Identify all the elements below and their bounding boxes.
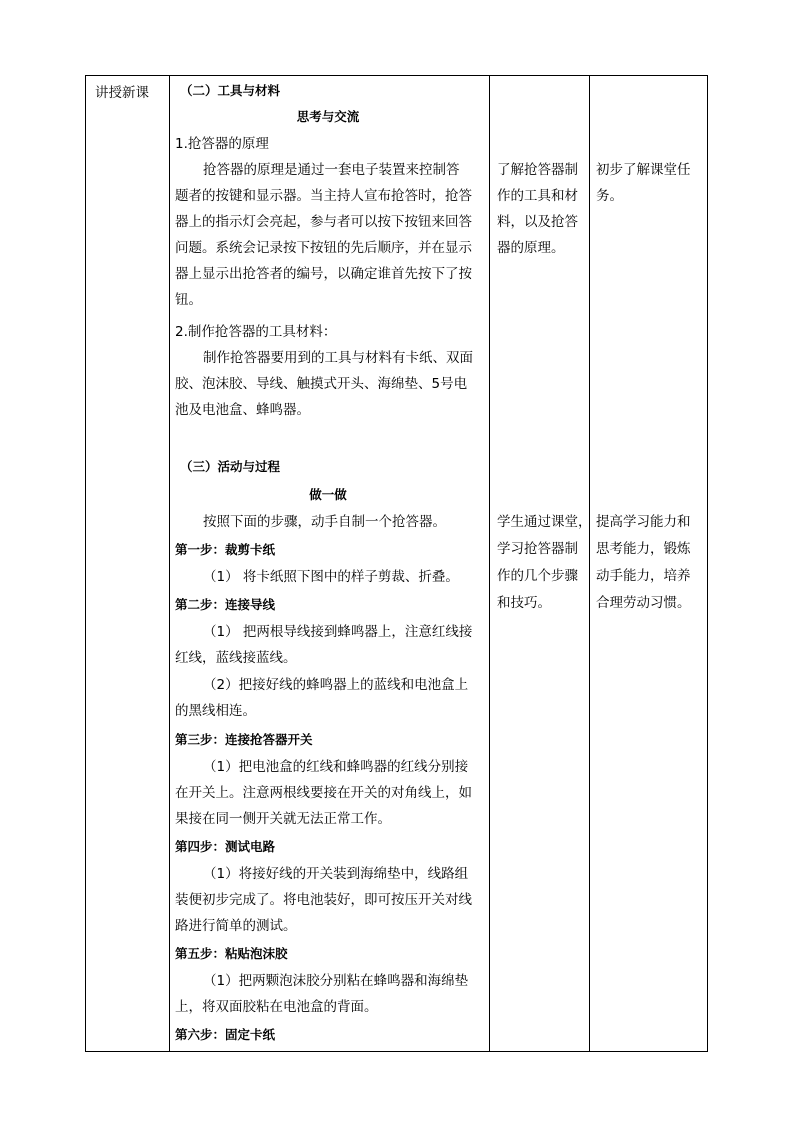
step6-title: 第六步：固定卡纸 [175, 1027, 276, 1042]
student-activity-line: 和技巧。 [497, 595, 551, 611]
item1-line: 器上的指示灯会亮起，参与者可以按下按钮来回答 [175, 214, 472, 230]
section2-heading: （二）工具与材料 [180, 83, 281, 98]
step3-line: 果接在同一侧开关就无法正常工作。 [175, 811, 391, 827]
design-intent-line: 思考能力，锻炼 [596, 541, 691, 557]
column-divider [169, 76, 170, 1051]
design-intent-line: 合理劳动习惯。 [596, 595, 691, 611]
row-label: 讲授新课 [95, 85, 149, 101]
student-activity-line: 学习抢答器制 [497, 541, 578, 557]
section2-subheading: 思考与交流 [296, 109, 360, 124]
item1-line: 钮。 [175, 292, 202, 308]
design-intent-line: 动手能力，培养 [596, 568, 691, 584]
step3-line: 在开关上。注意两根线要接在开关的对角线上，如 [175, 785, 472, 801]
item1-line: 抢答器的原理是通过一套电子装置来控制答 [203, 162, 460, 178]
design-intent-line: 初步了解课堂任 [596, 162, 691, 178]
step4-line: （1）将接好线的开关装到海绵垫中，线路组 [203, 866, 469, 882]
student-activity-line: 作的几个步骤 [497, 568, 578, 584]
step1-line: （1） 将卡纸照下图中的样子剪裁、折叠。 [203, 569, 459, 585]
step2-line: （2）把接好线的蜂鸣器上的蓝线和电池盒上 [203, 677, 469, 693]
item2-line: 制作抢答器要用到的工具与材料有卡纸、双面 [203, 350, 473, 366]
step3-title: 第三步：连接抢答器开关 [175, 732, 313, 747]
student-activity-line: 了解抢答器制 [497, 162, 578, 178]
item1-line: 问题。系统会记录按下按钮的先后顺序，并在显示 [175, 240, 472, 256]
item1-line: 题者的按键和显示器。当主持人宣布抢答时，抢答 [175, 188, 472, 204]
item2-line: 胶、泡沫胶、导线、触摸式开头、海绵垫、5号电 [175, 376, 468, 392]
step3-line: （1）把电池盒的红线和蜂鸣器的红线分别接 [203, 759, 469, 775]
step2-line: （1） 把两根导线接到蜂鸣器上，注意红线接 [203, 624, 473, 640]
step5-line: 上，将双面胶粘在电池盒的背面。 [175, 999, 378, 1015]
item1-title: 1.抢答器的原理 [175, 136, 269, 152]
step2-line: 的黑线相连。 [175, 703, 256, 719]
step4-line: 路进行简单的测试。 [175, 918, 297, 934]
step2-line: 红线，蓝线接蓝线。 [175, 650, 297, 666]
column-divider [589, 76, 590, 1051]
step4-line: 装便初步完成了。将电池装好，即可按压开关对线 [175, 892, 472, 908]
design-intent-line: 提高学习能力和 [596, 514, 691, 530]
column-divider [489, 76, 490, 1051]
student-activity-line: 器的原理。 [497, 240, 565, 256]
step1-title: 第一步：裁剪卡纸 [175, 542, 276, 557]
item1-line: 器上显示出抢答者的编号，以确定谁首先按下了按 [175, 266, 472, 282]
section3-heading: （三）活动与过程 [180, 459, 281, 474]
student-activity-line: 作的工具和材 [497, 188, 578, 204]
section3-subheading: 做一做 [309, 487, 347, 502]
step5-line: （1）把两颗泡沫胶分别粘在蜂鸣器和海绵垫 [203, 973, 469, 989]
item2-line: 池及电池盒、蜂鸣器。 [175, 402, 310, 418]
student-activity-line: 料，以及抢答 [497, 214, 578, 230]
design-intent-line: 务。 [596, 188, 623, 204]
item2-title: 2.制作抢答器的工具材料： [175, 324, 337, 340]
section3-intro: 按照下面的步骤，动手自制一个抢答器。 [203, 514, 446, 530]
step5-title: 第五步：粘贴泡沫胶 [175, 946, 288, 961]
step2-title: 第二步：连接导线 [175, 597, 276, 612]
student-activity-line: 学生通过课堂， [497, 514, 592, 530]
step4-title: 第四步：测试电路 [175, 839, 276, 854]
